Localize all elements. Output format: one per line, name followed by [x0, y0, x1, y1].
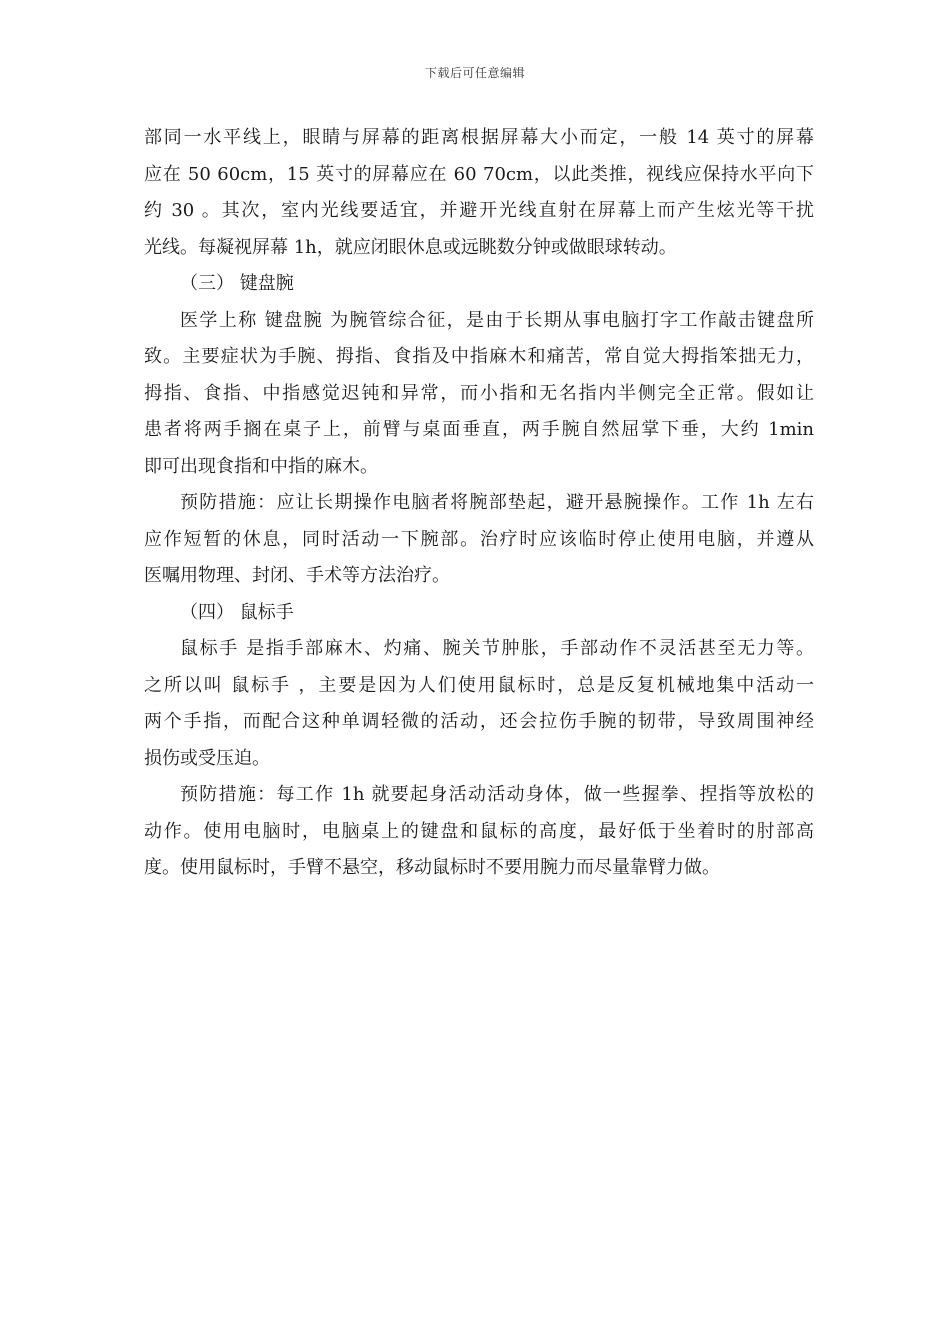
- text-line: 度。使用鼠标时，手臂不悬空，移动鼠标时不要用腕力而尽量靠臂力做。: [144, 857, 720, 878]
- text-line: 应在 50 60cm，15 英寸的屏幕应在 60 70cm，以此类推，视线应保持水平向下: [144, 163, 814, 185]
- section-heading-mouse-hand: （四） 鼠标手: [180, 601, 294, 623]
- text-line: 部同一水平线上，眼睛与屏幕的距离根据屏幕大小而定，一般 14 英寸的屏幕: [144, 127, 814, 148]
- text-line: 患者将两手搁在桌子上，前臂与桌面垂直，两手腕自然屈掌下垂，大约 1min: [144, 419, 814, 440]
- text-line: 光线。每凝视屏幕 1h，就应闭眼休息或远眺数分钟或做眼球转动。: [144, 236, 677, 258]
- text-line: 之所以叫 鼠标手 ，主要是因为人们使用鼠标时，总是反复机械地集中活动一: [144, 674, 814, 696]
- text-line: 动作。使用电脑时，电脑桌上的键盘和鼠标的高度，最好低于坐着时的肘部高: [144, 820, 814, 842]
- text-line: 预防措施：应让长期操作电脑者将腕部垫起，避开悬腕操作。工作 1h 左右: [180, 492, 814, 513]
- text-line: 致。主要症状为手腕、拇指、食指及中指麻木和痛苦，常自觉大拇指笨拙无力，: [144, 346, 814, 367]
- text-line: 约 30 。其次，室内光线要适宜，并避开光线直射在屏幕上而产生炫光等干扰: [144, 200, 814, 221]
- page-header: 下载后可任意编辑: [424, 66, 525, 80]
- text-line: 预防措施：每工作 1h 就要起身活动活动身体，做一些握拳、捏指等放松的: [180, 784, 814, 805]
- section-heading-keyboard-wrist: （三） 键盘腕: [180, 273, 294, 294]
- text-line: 损伤或受压迫。: [144, 747, 270, 769]
- text-line: 医嘱用物理、封闭、手术等方法治疗。: [144, 565, 450, 586]
- text-line: 鼠标手 是指手部麻木、灼痛、腕关节肿胀，手部动作不灵活甚至无力等。: [180, 638, 814, 659]
- text-line: 两个手指，而配合这种单调轻微的活动，还会拉伤手腕的韧带，导致周围神经: [144, 711, 814, 732]
- text-line: 拇指、食指、中指感觉迟钝和异常，而小指和无名指内半侧完全正常。假如让: [144, 382, 814, 404]
- document-body: [144, 120, 814, 887]
- text-line: 即可出现食指和中指的麻木。: [144, 455, 378, 477]
- text-line: 医学上称 键盘腕 为腕管综合征，是由于长期从事电脑打字工作敲击键盘所: [180, 309, 814, 331]
- text-line: 应作短暂的休息，同时活动一下腕部。治疗时应该临时停止使用电脑，并遵从: [144, 528, 814, 550]
